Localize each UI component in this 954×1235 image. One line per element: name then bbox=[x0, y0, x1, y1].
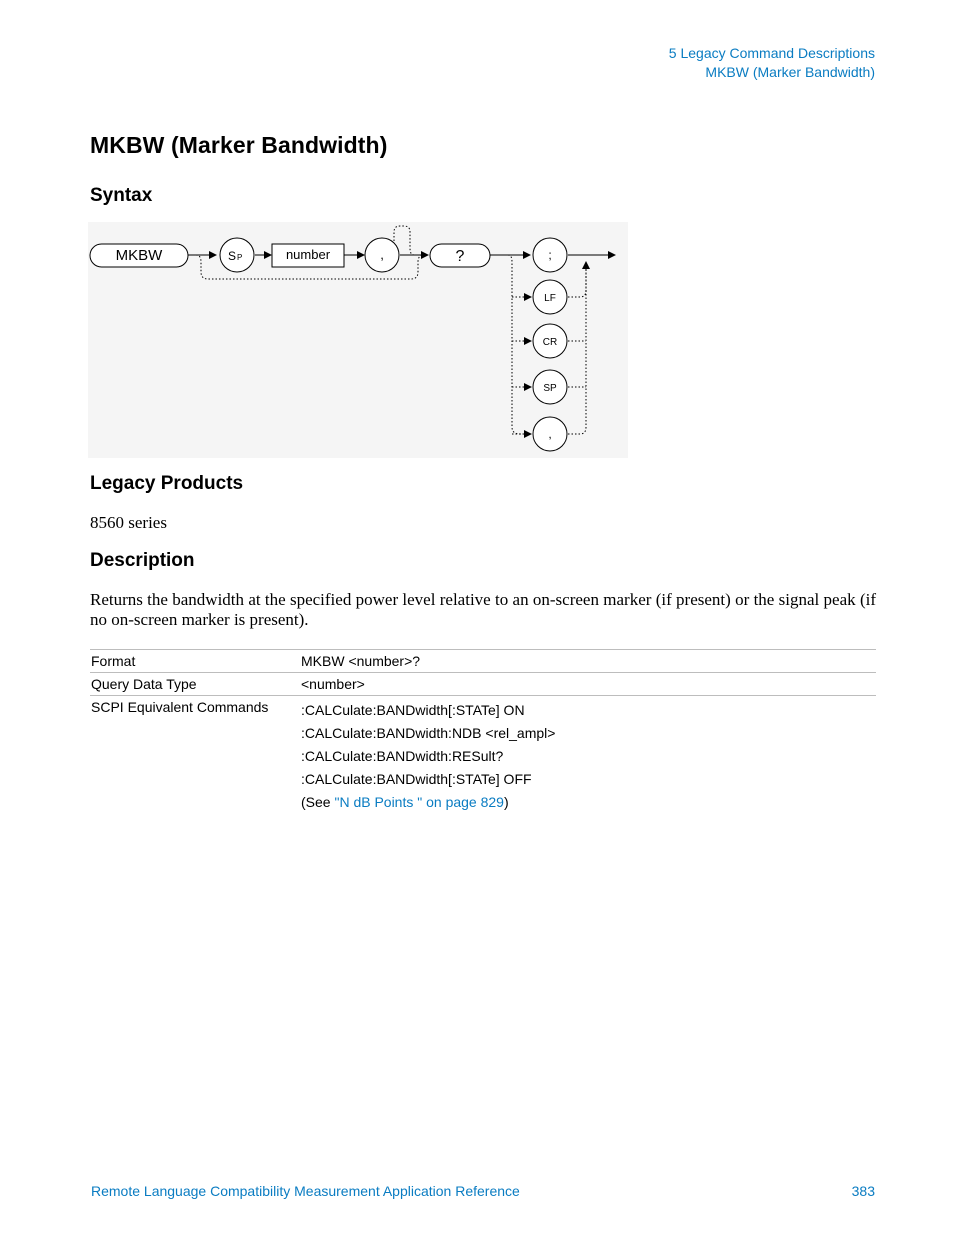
row-value: MKBW <number>? bbox=[301, 653, 421, 669]
see-also-link[interactable]: "N dB Points " on page 829 bbox=[334, 794, 504, 810]
footer-title: Remote Language Compatibility Measurement Application Reference bbox=[91, 1183, 520, 1199]
terminator-label: CR bbox=[542, 337, 558, 348]
terminator-label: ; bbox=[548, 248, 552, 262]
query-mark: ? bbox=[455, 248, 465, 265]
header-section: MKBW (Marker Bandwidth) bbox=[705, 64, 875, 80]
scpi-commands bbox=[300, 696, 876, 818]
row-label: SCPI Equivalent Commands bbox=[91, 699, 269, 715]
running-header bbox=[669, 44, 875, 82]
see-suffix: ) bbox=[503, 794, 509, 810]
terminator-label: LF bbox=[544, 293, 556, 304]
terminator-label: , bbox=[548, 427, 552, 441]
scpi-command: :CALCulate:BANDwidth:RESult? bbox=[301, 748, 504, 764]
row-value: <number> bbox=[301, 676, 365, 692]
table-row bbox=[90, 650, 876, 673]
see-prefix: (See bbox=[301, 794, 335, 810]
row-label: Format bbox=[91, 653, 136, 669]
table-row bbox=[90, 696, 876, 818]
number-param: number bbox=[285, 247, 331, 262]
space-node-label: S bbox=[227, 249, 236, 263]
scpi-command: :CALCulate:BANDwidth[:STATe] ON bbox=[301, 702, 525, 718]
description-text: Returns the bandwidth at the specified power level relative to an on-screen marker (if present) or the signal peak (if no on-screen marker is present). bbox=[90, 590, 876, 629]
header-chapter: 5 Legacy Command Descriptions bbox=[668, 45, 875, 61]
syntax-heading: Syntax bbox=[90, 185, 153, 206]
terminator-label: SP bbox=[543, 383, 557, 394]
syntax-diagram bbox=[88, 222, 628, 458]
space-node-subscript: P bbox=[237, 253, 243, 262]
comma-node-label: , bbox=[380, 247, 384, 262]
description-heading: Description bbox=[90, 550, 195, 571]
page-footer bbox=[91, 1183, 875, 1199]
command-keyword: MKBW bbox=[115, 247, 163, 264]
command-info-table bbox=[90, 649, 876, 817]
page-number: 383 bbox=[851, 1183, 875, 1199]
see-also bbox=[301, 791, 876, 814]
row-label: Query Data Type bbox=[91, 676, 197, 692]
scpi-command: :CALCulate:BANDwidth:NDB <rel_ampl> bbox=[301, 725, 556, 741]
legacy-products-text: 8560 series bbox=[90, 513, 167, 532]
page-title: MKBW (Marker Bandwidth) bbox=[90, 132, 388, 158]
legacy-products-heading: Legacy Products bbox=[90, 473, 244, 494]
table-row bbox=[90, 673, 876, 696]
scpi-command: :CALCulate:BANDwidth[:STATe] OFF bbox=[301, 771, 532, 787]
